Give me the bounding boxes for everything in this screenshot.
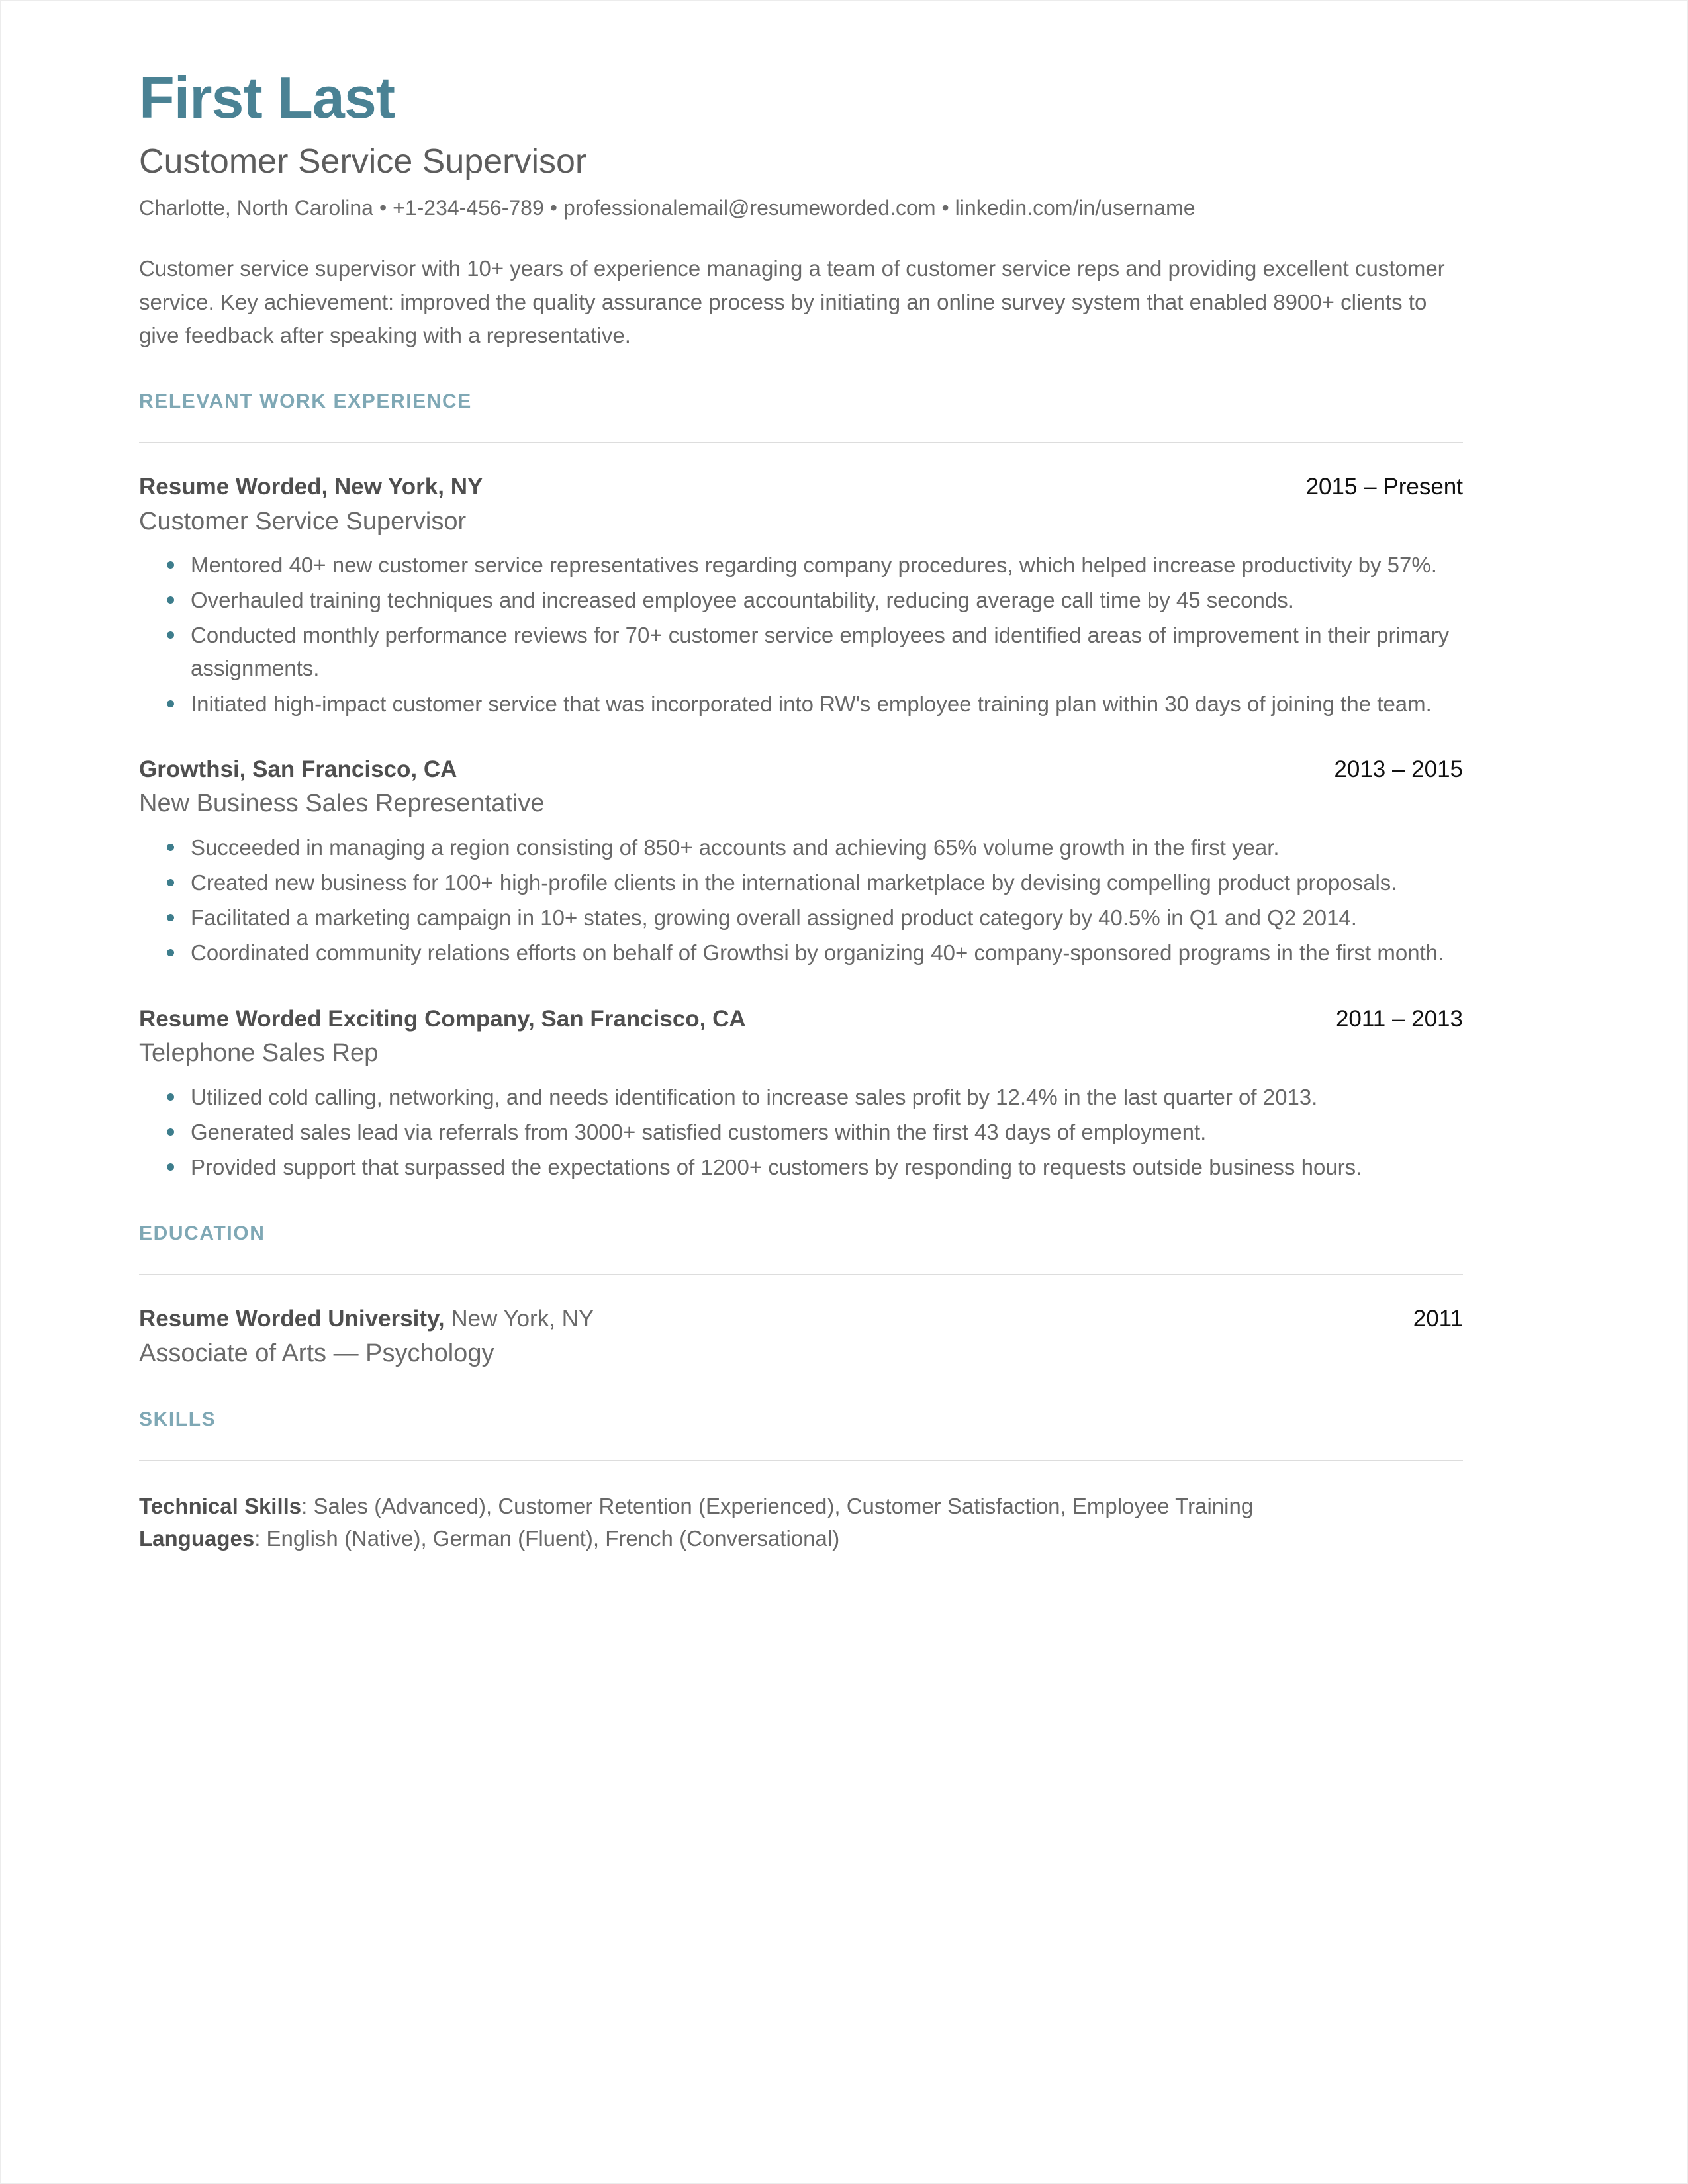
bullet-item: [139, 936, 1463, 970]
experience-entry-header: [139, 755, 1463, 784]
contact-separator-3: •: [941, 195, 949, 220]
section-divider-skills: [139, 1460, 1463, 1461]
bullet-text: Coordinated community relations efforts on behalf of Growthsi by organizing 40+ company-sponsored programs in the first month.: [191, 940, 1444, 966]
bullet-item: [139, 1116, 1463, 1149]
skills-list: [139, 1490, 1463, 1555]
contact-location: Charlotte, North Carolina: [139, 195, 373, 220]
resume-content: [139, 65, 1463, 1555]
experience-entry: [139, 1005, 1463, 1185]
entry-spacer: [139, 976, 1463, 1005]
bullet-dot-icon: [167, 596, 174, 604]
section-title-education: EDUCATION: [139, 1222, 265, 1245]
skill-row: [139, 1523, 1463, 1555]
education-school-location: New York, NY: [444, 1306, 594, 1332]
contact-line: [139, 195, 1463, 222]
bullet-item: [139, 549, 1463, 582]
bullet-dot-icon: [167, 1093, 174, 1101]
bullet-text: Provided support that surpassed the expectations of 1200+ customers by responding to requests outside business hours.: [191, 1154, 1362, 1179]
bullet-dot-icon: [167, 914, 174, 921]
bullet-dot-icon: [167, 700, 174, 707]
section-title-skills: SKILLS: [139, 1408, 216, 1431]
bullet-item: [139, 1081, 1463, 1114]
experience-bullets: [139, 549, 1463, 721]
experience-entry-header: [139, 473, 1463, 502]
bullet-text: Facilitated a marketing campaign in 10+ states, growing overall assigned product category by 40.5% in Q1 and Q2 2014.: [191, 905, 1357, 931]
experience-entry-header: [139, 1005, 1463, 1034]
experience-entry: [139, 473, 1463, 721]
experience-bullets: [139, 1081, 1463, 1184]
bullet-item: [139, 584, 1463, 617]
bullet-item: [139, 866, 1463, 899]
bullet-text: Mentored 40+ new customer service representatives regarding company procedures, which helped increase productivity by 57%.: [191, 552, 1437, 577]
education-entry: [139, 1304, 1463, 1370]
education-year: 2011: [1413, 1306, 1463, 1332]
contact-phone: +1-234-456-789: [393, 195, 544, 220]
bullet-item: [139, 1151, 1463, 1184]
education-list: [139, 1304, 1463, 1370]
experience-role: Telephone Sales Rep: [139, 1039, 379, 1068]
contact-separator-1: •: [379, 195, 387, 220]
bullet-text: Initiated high-impact customer service that was incorporated into RW's employee training plan within 30 days of joining the team.: [191, 691, 1432, 716]
education-degree: Associate of Arts — Psychology: [139, 1339, 494, 1367]
experience-dates: 2011 – 2013: [1335, 1005, 1463, 1032]
experience-role: Customer Service Supervisor: [139, 507, 467, 535]
professional-summary: Customer service supervisor with 10+ years of experience managing a team of customer service reps and providing excellent customer service. Key achievement: improved the quality assurance process by initiating an online survey system that enabled 8900+ clients to give feedback after speaking with a representative.: [139, 256, 1445, 347]
resume-header: [139, 65, 1463, 222]
bullet-dot-icon: [167, 949, 174, 956]
bullet-text: Generated sales lead via referrals from 3000+ satisfied customers within the first 43 days of employment.: [191, 1119, 1207, 1144]
experience-organization: Resume Worded, New York, NY: [139, 473, 483, 500]
bullet-dot-icon: [167, 1163, 174, 1171]
candidate-headline: Customer Service Supervisor: [139, 142, 587, 181]
entry-spacer: [139, 726, 1463, 755]
contact-email[interactable]: professionalemail@resumeworded.com: [563, 195, 936, 220]
experience-organization: Resume Worded Exciting Company, San Francisco, CA: [139, 1005, 746, 1032]
section-spacer: [139, 1189, 1463, 1222]
experience-dates: 2013 – 2015: [1334, 756, 1463, 782]
skill-label: Languages: [139, 1526, 255, 1551]
education-school: [139, 1304, 594, 1334]
bullet-item: [139, 619, 1463, 685]
bullet-dot-icon: [167, 844, 174, 851]
candidate-name: First Last: [139, 65, 395, 130]
education-entry-header: [139, 1304, 1463, 1334]
experience-bullets: [139, 831, 1463, 970]
bullet-text: Succeeded in managing a region consisting of 850+ accounts and achieving 65% volume growth in the first year.: [191, 835, 1280, 860]
bullet-text: Utilized cold calling, networking, and needs identification to increase sales profit by 12.4% in the last quarter of 2013.: [191, 1084, 1318, 1109]
bullet-dot-icon: [167, 631, 174, 639]
contact-separator-2: •: [549, 195, 557, 220]
experience-list: [139, 473, 1463, 1184]
bullet-text: Conducted monthly performance reviews for 70+ customer service employees and identified areas of improvement in their primary assignments.: [191, 623, 1450, 681]
bullet-text: Created new business for 100+ high-profile clients in the international marketplace by devising compelling product proposals.: [191, 870, 1397, 895]
skill-value: : English (Native), German (Fluent), French (Conversational): [254, 1526, 840, 1551]
bullet-item: [139, 831, 1463, 864]
section-divider-experience: [139, 442, 1463, 443]
contact-linkedin[interactable]: linkedin.com/in/username: [955, 195, 1196, 220]
bullet-dot-icon: [167, 1128, 174, 1136]
experience-role: New Business Sales Representative: [139, 790, 545, 818]
education-school-name: Resume Worded University,: [139, 1306, 445, 1332]
section-spacer: [139, 1375, 1463, 1408]
bullet-item: [139, 901, 1463, 934]
section-title-experience: RELEVANT WORK EXPERIENCE: [139, 390, 472, 412]
experience-dates: 2015 – Present: [1305, 473, 1463, 500]
section-divider-education: [139, 1274, 1463, 1275]
experience-entry: [139, 755, 1463, 970]
skill-label: Technical Skills: [139, 1494, 302, 1519]
skill-value: : Sales (Advanced), Customer Retention (Experienced), Customer Satisfaction, Employee Training: [301, 1494, 1254, 1519]
bullet-dot-icon: [167, 561, 174, 569]
skill-row: [139, 1490, 1463, 1523]
bullet-text: Overhauled training techniques and increased employee accountability, reducing average call time by 45 seconds.: [191, 588, 1294, 613]
experience-organization: Growthsi, San Francisco, CA: [139, 756, 457, 782]
bullet-item: [139, 688, 1463, 721]
bullet-dot-icon: [167, 879, 174, 886]
